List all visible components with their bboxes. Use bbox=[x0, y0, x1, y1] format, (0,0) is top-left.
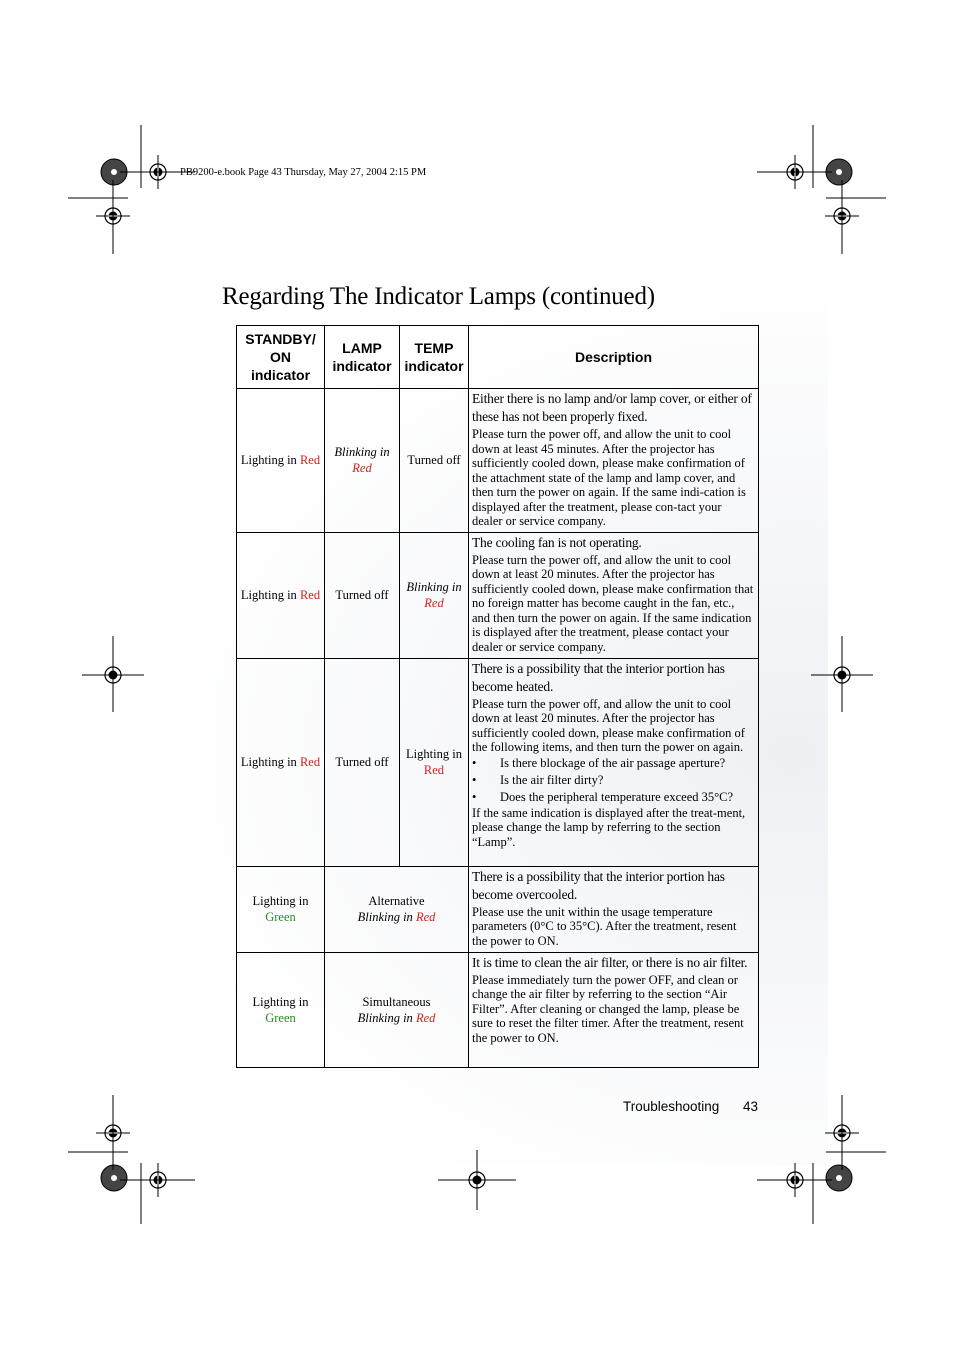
standby-cell: Lighting in Green bbox=[237, 866, 325, 952]
description-heading: The cooling fan is not operating. bbox=[472, 534, 642, 550]
header-description: Description bbox=[469, 326, 759, 389]
description-heading: It is time to clean the air filter, or there is no air filter. bbox=[472, 954, 748, 970]
description-body: Please immediately turn the power OFF, and clean or change the air filter by referring to the section “Air Filter”. After cleaning or changed the lamp, please be sure to reset the filter timer. After the treatment, resent the power to ON. bbox=[472, 972, 744, 1045]
list-item: • Is the air filter dirty? bbox=[472, 772, 604, 787]
description-body: Please turn the power off, and allow the unit to cool down at least 20 minutes. After the projector has sufficiently cooled down, please make confirmation that no foreign matter has become caught in the fan, etc., and then turn the power on again. If the same indication is displayed after the treatment, please contact your dealer or service company. bbox=[472, 552, 754, 654]
header-standby: STANDBY/ ON indicator bbox=[237, 326, 325, 389]
description-heading: There is a possibility that the interior portion has become overcooled. bbox=[472, 868, 725, 902]
description-body: Please turn the power off, and allow the unit to cool down at least 20 minutes. After the projector has sufficiently cooled down, please make confirmation of the following items, and then turn the power on again. bbox=[472, 696, 745, 754]
lamp-cell: Turned off bbox=[325, 532, 400, 658]
lamp-cell: Turned off bbox=[325, 658, 400, 866]
temp-cell: Turned off bbox=[400, 389, 469, 533]
description-heading: There is a possibility that the interior portion has become heated. bbox=[472, 660, 725, 694]
list-item: • Does the peripheral temperature exceed 35°C? bbox=[472, 789, 734, 804]
page-title: Regarding The Indicator Lamps (continued) bbox=[222, 283, 655, 310]
footer-section: Troubleshooting bbox=[623, 1099, 720, 1114]
page-number: 43 bbox=[743, 1099, 759, 1114]
standby-cell: Lighting in Green bbox=[237, 952, 325, 1067]
standby-cell: Lighting in Red bbox=[237, 389, 325, 533]
description-body: Please use the unit within the usage temperature parameters (0°C to 35°C). After the treatment, resent the power to ON. bbox=[472, 904, 737, 948]
temp-cell: Blinking in Red bbox=[400, 532, 469, 658]
header-lamp: LAMP indicator bbox=[325, 326, 400, 389]
temp-cell: Lighting in Red bbox=[400, 658, 469, 866]
standby-cell: Lighting in Red bbox=[237, 658, 325, 866]
lamp-temp-cell: Simultaneous Blinking in Red bbox=[325, 952, 469, 1067]
description-heading: Either there is no lamp and/or lamp cover, or either of these has not been properly fixed. bbox=[472, 391, 752, 424]
book-header: PB9200-e.book Page 43 Thursday, May 27, 2004 2:15 PM bbox=[180, 167, 427, 178]
description-after: If the same indication is displayed after the treat-ment, please change the lamp by referring to the section “Lamp”. bbox=[472, 805, 746, 849]
lamp-temp-cell: Alternative Blinking in Red bbox=[325, 866, 469, 952]
description-body: Please turn the power off, and allow the unit to cool down at least 45 minutes. After the projector has sufficiently cooled down, please make confirmation of the attachment state of the lamp and lamp cover, and then turn the power on again. If the same indi-cation is displayed after the treatment, please con-tact your dealer or service company. bbox=[472, 427, 746, 528]
standby-cell: Lighting in Red bbox=[237, 532, 325, 658]
lamp-cell: Blinking in Red bbox=[325, 389, 400, 533]
list-item: • Is there blockage of the air passage aperture? bbox=[472, 755, 726, 770]
header-temp: TEMP indicator bbox=[400, 326, 469, 389]
